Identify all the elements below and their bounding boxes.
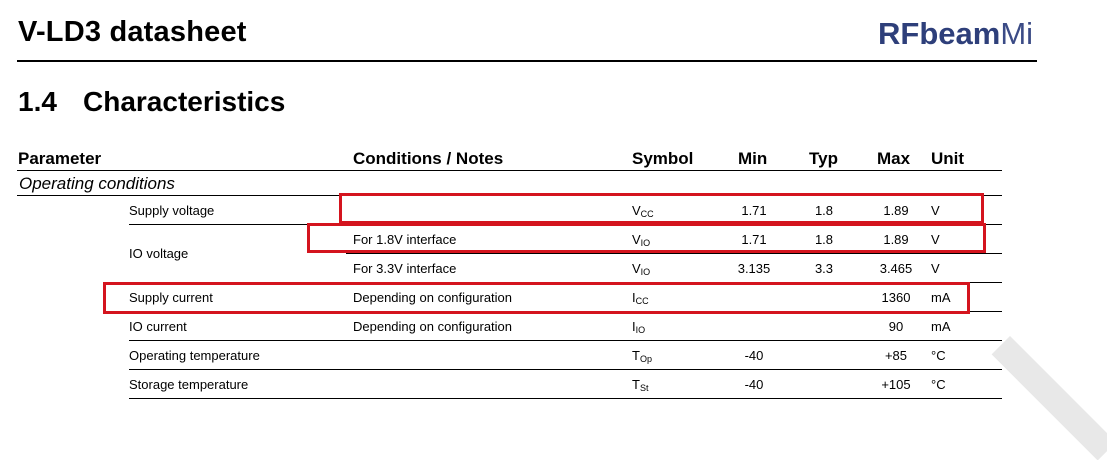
row-io-voltage-33-min: 3.135 xyxy=(737,261,771,276)
row-io-current-max: 90 xyxy=(888,319,904,334)
diagonal-watermark-stripe xyxy=(992,336,1107,460)
row-io-voltage-33-symbol: $V_{IO}$ xyxy=(632,261,651,277)
header-conditions: Conditions / Notes xyxy=(353,149,504,168)
row-io-voltage-18-max: 1.89 xyxy=(883,232,909,247)
section-number: 1.4 xyxy=(18,86,57,117)
row-io-voltage-18-typ: 1.8 xyxy=(814,232,834,247)
row-supply-current-max: 1360 xyxy=(881,290,911,305)
row-io-voltage-18-conditions: For 1.8V interface xyxy=(353,232,457,247)
section-heading xyxy=(18,86,285,118)
row-io-current-conditions: Depending on configuration xyxy=(353,319,513,334)
row-io-voltage-33-conditions: For 3.3V interface xyxy=(353,261,457,276)
row-supply-current-unit: mA xyxy=(931,290,951,305)
row-io-voltage-18-min: 1.71 xyxy=(741,232,767,247)
group-title: Operating conditions xyxy=(19,174,175,193)
row-supply-current-conditions: Depending on configuration xyxy=(353,290,513,305)
row-storage-temp-unit: °C xyxy=(931,377,946,392)
header-max: Max xyxy=(877,149,911,168)
row-operating-temp-max: +85 xyxy=(884,348,908,363)
row-io-current-unit: mA xyxy=(931,319,951,334)
row-supply-voltage-unit: V xyxy=(931,203,940,218)
row-supply-voltage-min: 1.71 xyxy=(741,203,767,218)
row-io-voltage-18-unit: V xyxy=(931,232,940,247)
document-title: V-LD3 datasheet xyxy=(18,16,247,48)
row-operating-temp-unit: °C xyxy=(931,348,946,363)
row-operating-temp-min: -40 xyxy=(744,348,764,363)
header-unit: Unit xyxy=(931,149,965,168)
section-title: Characteristics xyxy=(83,86,286,117)
row-io-voltage-18-symbol: $V_{IO}$ xyxy=(632,232,651,248)
header-parameter: Parameter xyxy=(18,149,102,168)
company-logo xyxy=(878,16,1033,52)
row-io-current-symbol: $I_{IO}$ xyxy=(632,319,646,335)
highlight-box-supply-current xyxy=(103,282,970,314)
row-io-current-parameter: IO current xyxy=(129,319,187,334)
row-io-voltage-33-max: 3.465 xyxy=(879,261,913,276)
row-storage-temp-min: -40 xyxy=(744,377,764,392)
header-symbol: Symbol xyxy=(632,149,694,168)
row-supply-current-parameter: Supply current xyxy=(129,290,213,305)
logo-bold-text: RFbeam xyxy=(878,16,1001,51)
row-supply-voltage-parameter: Supply voltage xyxy=(129,203,215,218)
row-operating-temp-parameter: Operating temperature xyxy=(129,348,260,363)
header-min: Min xyxy=(738,149,768,168)
row-storage-temp-symbol: $T_{St}$ xyxy=(632,377,649,393)
highlight-box-supply-voltage xyxy=(339,193,984,224)
row-io-voltage-33-unit: V xyxy=(931,261,940,276)
header-rule xyxy=(17,60,1037,62)
header-underline xyxy=(17,170,1002,171)
logo-suffix-text: Mi xyxy=(1000,16,1034,51)
row-divider xyxy=(129,398,1002,399)
row-divider xyxy=(129,369,1002,370)
row-supply-current-symbol: $I_{CC}$ xyxy=(632,290,649,306)
row-io-voltage-33-typ: 3.3 xyxy=(814,261,834,276)
row-storage-temp-max: +105 xyxy=(881,377,911,392)
header-typ: Typ xyxy=(809,149,838,168)
highlight-box-io-voltage xyxy=(307,223,986,253)
row-divider xyxy=(346,253,1002,254)
row-operating-temp-symbol: $T_{Op}$ xyxy=(632,348,652,364)
row-io-voltage-parameter: IO voltage xyxy=(129,246,189,261)
row-supply-voltage-typ: 1.8 xyxy=(814,203,834,218)
row-supply-voltage-max: 1.89 xyxy=(883,203,909,218)
row-storage-temp-parameter: Storage temperature xyxy=(129,377,249,392)
row-divider xyxy=(129,340,1002,341)
row-supply-voltage-symbol: $V_{CC}$ xyxy=(632,203,654,219)
